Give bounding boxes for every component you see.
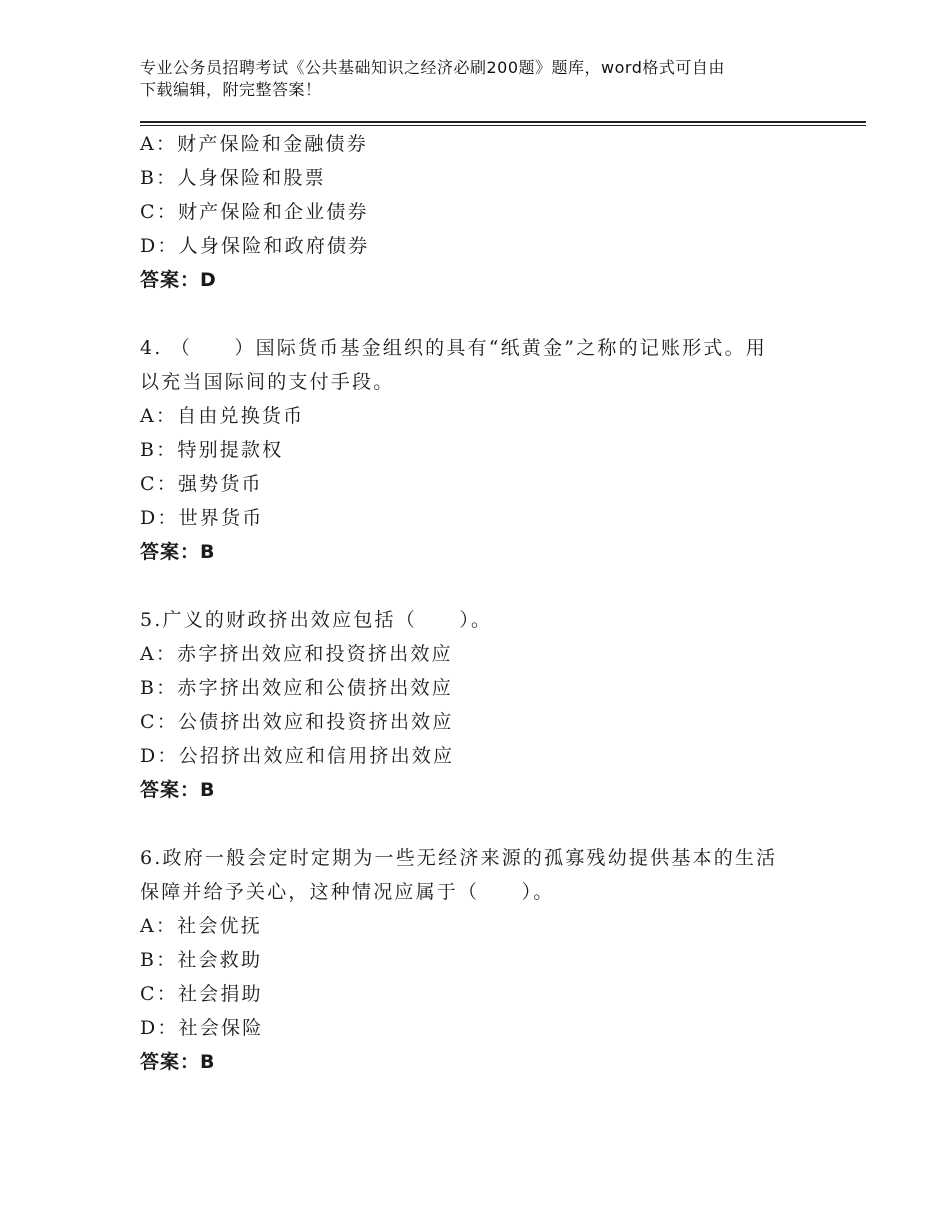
option-c: C：公债挤出效应和投资挤出效应: [140, 711, 454, 733]
question-list: [140, 127, 840, 1079]
header-line-1: 专业公务员招聘考试《公共基础知识之经济必刷200题》题库，word格式可自由: [140, 58, 725, 77]
option-b: B：赤字挤出效应和公债挤出效应: [140, 677, 453, 699]
answer-label: 答案：D: [140, 269, 217, 291]
question-stem: 6.政府一般会定时定期为一些无经济来源的孤寡残幼提供基本的生活: [140, 847, 778, 869]
spacer: [140, 569, 840, 603]
header-line-2: 下载编辑，附完整答案！: [140, 80, 322, 99]
question-stem: 5.广义的财政挤出效应包括（ ）。: [140, 609, 493, 631]
option-a: A：自由兑换货币: [140, 405, 305, 427]
question-stem-continued: 保障并给予关心，这种情况应属于（ ）。: [140, 881, 555, 903]
option-a: A：赤字挤出效应和投资挤出效应: [140, 643, 453, 665]
option-a: A：社会优抚: [140, 915, 262, 937]
question-stem: 4. （ ）国际货币基金组织的具有“纸黄金”之称的记账形式。用: [140, 337, 767, 359]
header-rule-thin: [140, 125, 866, 126]
option-a: A：财产保险和金融债券: [140, 133, 368, 155]
answer-label: 答案：B: [140, 779, 216, 801]
option-d: D：世界货币: [140, 507, 264, 529]
question-4: [140, 331, 840, 569]
option-c: C：财产保险和企业债券: [140, 201, 369, 223]
option-d: D：社会保险: [140, 1017, 264, 1039]
option-c: C：强势货币: [140, 473, 263, 495]
question-stem-continued: 以充当国际间的支付手段。: [140, 371, 395, 393]
question-3: [140, 127, 840, 297]
document-header: [140, 57, 820, 101]
option-d: D：公招挤出效应和信用挤出效应: [140, 745, 455, 767]
answer-label: 答案：B: [140, 1051, 216, 1073]
spacer: [140, 297, 840, 331]
header-rule-thick: [140, 121, 866, 123]
question-5: [140, 603, 840, 807]
question-6: [140, 841, 840, 1079]
option-b: B：人身保险和股票: [140, 167, 326, 189]
option-c: C：社会捐助: [140, 983, 263, 1005]
option-d: D：人身保险和政府债券: [140, 235, 370, 257]
answer-label: 答案：B: [140, 541, 216, 563]
option-b: B：社会救助: [140, 949, 263, 971]
spacer: [140, 807, 840, 841]
option-b: B：特别提款权: [140, 439, 284, 461]
